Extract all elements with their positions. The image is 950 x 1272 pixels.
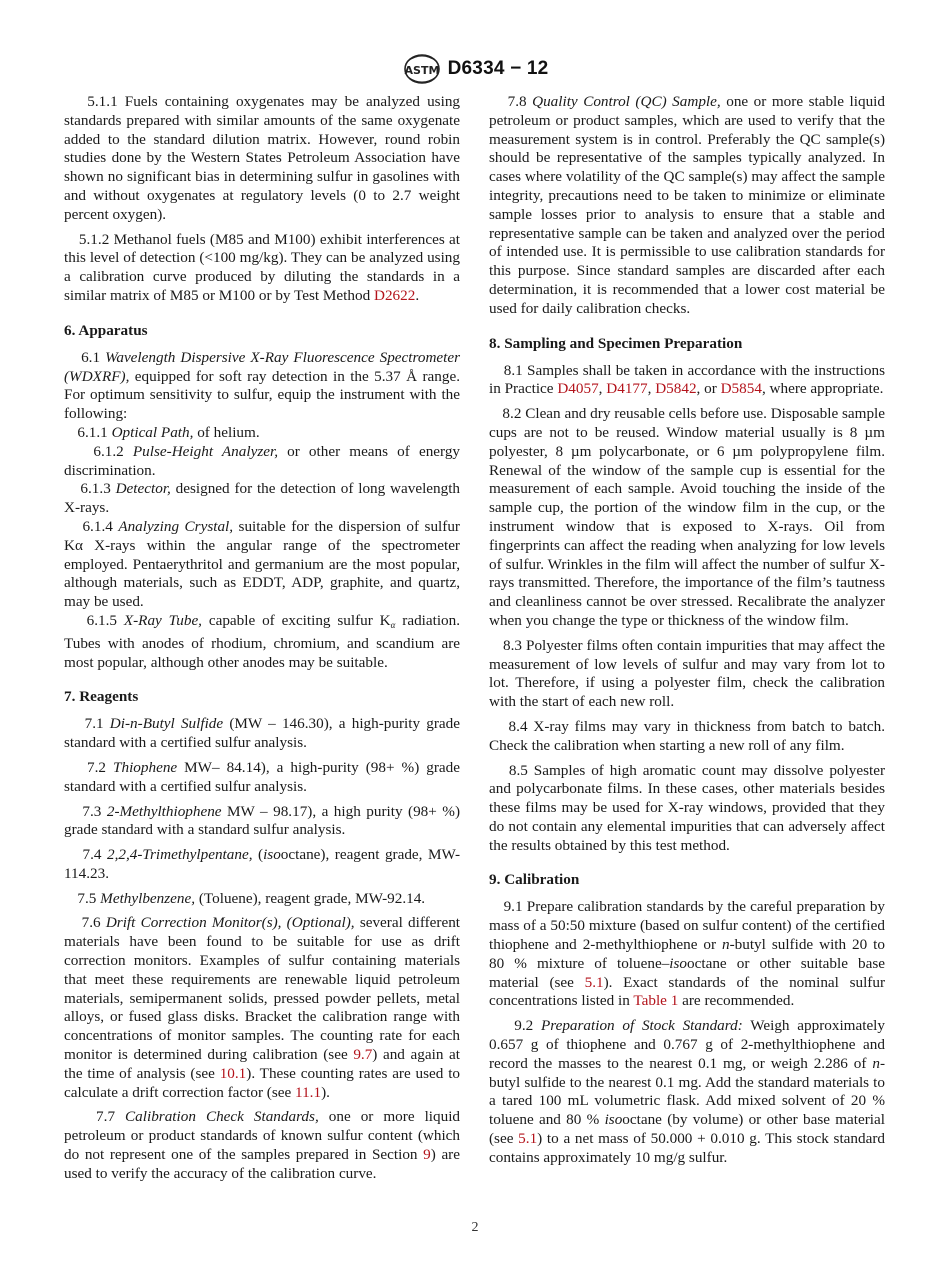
paragraph-6-1: 6.1 Wavelength Dispersive X-Ray Fluorescence Spectrometer (WDXRF), equipped for soft ray detection in the 5.37 Å range. For optimum sensitivity to sulfur, equip the instrument with the following: <box>64 348 461 423</box>
svg-text:ASTM: ASTM <box>404 64 440 77</box>
paragraph-7-6: 7.6 Drift Correction Monitor(s), (Optional), several different materials have been found to be suitable for use as drift correction monitors. Examples of sulfur containing materials that meet these requirements are renewable liquid petroleum materials, semipermanent solids, pressed powder pellets, metal alloys, or fused glass disks. Bracket the calibration range with concentrations of monitor samples. The counting rate for each monitor is determined during calibration (see 9.7) and again at the time of analysis (see 10.1). These counting rates are used to calculate a drift correction factor (see 11.1). <box>64 914 461 1101</box>
link-d4177[interactable]: D4177 <box>606 380 648 398</box>
paragraph-5-1-2: 5.1.2 Methanol fuels (M85 and M100) exhibit interferences at this level of detection (<100 mg/kg). They can be analyzed using a calibration curve produced by diluting the standards in a similar matrix of M85 or M100 or by Test Method D2622. <box>64 230 461 304</box>
link-10-1[interactable]: 10.1 <box>219 1064 247 1082</box>
link-d2622[interactable]: D2622 <box>373 286 416 304</box>
link-5-1[interactable]: 5.1 <box>584 973 604 991</box>
paragraph-6-1-3: 6.1.3 Detector, designed for the detection of long wavelength X-rays. <box>64 480 461 517</box>
paragraph-8-3: 8.3 Polyester films often contain impurities that may affect the measurement of low levels of sulfur and may vary from lot to lot. Therefore, if using a polyester film, check the calibration with the start of each new roll. <box>489 636 886 711</box>
paragraph-6-1-2: 6.1.2 Pulse-Height Analyzer, or other means of energy discrimination. <box>64 442 461 479</box>
link-9-7[interactable]: 9.7 <box>353 1046 373 1064</box>
page-number: 2 <box>471 1220 479 1235</box>
paragraph-8-1: 8.1 Samples shall be taken in accordance with the instructions in Practice D4057, D4177, D5842, or D5854, where appropriate. <box>489 361 886 398</box>
left-column <box>64 93 460 1190</box>
paragraph-7-7: 7.7 Calibration Check Standards, one or more liquid petroleum or product standards of known sulfur content (which do not represent one of the samples prepared in Section 9) are used to verify the accuracy of the calibration curve. <box>64 1108 461 1182</box>
paragraph-9-1: 9.1 Prepare calibration standards by the careful preparation by mass of a 50:50 mixture (based on sulfur content) of the certified thiophene and 2-methylthiophene or n-butyl sulfide with 20 to 80 % mixture of toluene–isooctane or other suitable base material (see 5.1). Exact standards of the nominal sulfur concentrations listed in Table 1 are recommended. <box>489 898 886 1010</box>
paragraph-9-2: 9.2 Preparation of Stock Standard: Weigh approximately 0.657 g of thiophene and 0.767 g of 2-methylthiophene and record the masses to the nearest 0.1 mg, or weigh 2.286 of n-butyl sulfide to the nearest 0.1 mg. Add the standard materials to a tared 100 mL volumetric flask. Add mixed solvent of 20 % toluene and 80 % isooctane (by volume) or other base material (see 5.1) to a net mass of 50.000 + 0.010 g. This stock standard contains approximately 10 mg/g sulfur. <box>489 1017 886 1166</box>
paragraph-6-1-4: 6.1.4 Analyzing Crystal, suitable for the dispersion of sulfur Kα X-rays within the angular range of the spectrometer employed. Pentaerythritol and germanium are the most popular, although materials, such as EDDT, ADP, graphite, and quartz, may be used. <box>64 517 460 611</box>
page-header <box>0 52 950 86</box>
link-d4057[interactable]: D4057 <box>557 380 599 398</box>
paragraph-8-4: 8.4 X-ray films may vary in thickness from batch to batch. Check the calibration when starting a new roll of any film. <box>489 717 886 754</box>
right-column <box>489 93 885 1174</box>
paragraph-7-2: 7.2 Thiophene MW– 84.14), a high-purity (98+ %) grade standard with a certified sulfur analysis. <box>64 758 461 795</box>
paragraph-7-8: 7.8 Quality Control (QC) Sample, one or more stable liquid petroleum or product samples, which are used to verify that the measurement system is in control. Preferably the QC sample(s) should be representative of the samples typically analyzed. In cases where volatility of the QC sample(s) may affect the sample integrity, precautions need to be taken to minimize or eliminate sample losses prior to analysis to ensure that a stable and representative sample can be taken and analyzed over the period of intended use. It is permissible to use calibration standards for this purpose. Since standard samples are discarded after each determination, it is recommended that a lower cost material be used for daily calibration checks. <box>489 93 885 317</box>
astm-logo-icon <box>402 53 442 85</box>
paragraph-6-1-5: 6.1.5 X-Ray Tube, capable of exciting sulfur $K_\alpha$ radiation. Tubes with anodes of rhodium, chromium, and scandium are most popular, although other anodes may be suitable. <box>64 611 461 671</box>
section-heading-sampling: 8. Sampling and Specimen Preparation <box>489 334 743 352</box>
section-heading-reagents: 7. Reagents <box>64 688 139 706</box>
document-id: D6334 − 12 <box>447 58 549 79</box>
link-d5842[interactable]: D5842 <box>655 380 697 398</box>
paragraph-7-4: 7.4 2,2,4-Trimethylpentane, (isooctane), reagent grade, MW-114.23. <box>64 846 461 882</box>
paragraph-8-5: 8.5 Samples of high aromatic count may dissolve polyester and polycarbonate films. In these cases, other materials besides these films may be used for X-ray windows, provided that they do not contain any elemental impurities that can adversely affect the results obtained by this test method. <box>489 761 885 854</box>
section-heading-calibration: 9. Calibration <box>489 871 580 889</box>
paragraph-7-5: 7.5 Methylbenzene, (Toluene), reagent grade, MW-92.14. <box>77 889 426 907</box>
link-section-9[interactable]: 9 <box>423 1146 431 1164</box>
paragraph-5-1-1: 5.1.1 Fuels containing oxygenates may be analyzed using standards prepared with similar amounts of the same oxygenate added to the standard dilution matrix. However, round robin studies done by the Western States Petroleum Association have shown no significant bias in determining sulfur in gasolines with and without oxygenates at regulatory levels (0 to 2.7 weight percent oxygen). <box>64 93 461 223</box>
paragraph-7-1: 7.1 Di-n-Butyl Sulfide (MW – 146.30), a high-purity grade standard with a certified sulfur analysis. <box>64 715 460 752</box>
link-d5854[interactable]: D5854 <box>720 380 762 398</box>
link-11-1[interactable]: 11.1 <box>295 1083 322 1101</box>
paragraph-7-3: 7.3 2-Methylthiophene MW – 98.17), a high purity (98+ %) grade standard with a standard sulfur analysis. <box>64 802 460 839</box>
link-5-1-stock[interactable]: 5.1 <box>518 1130 538 1148</box>
paragraph-8-2: 8.2 Clean and dry reusable cells before use. Disposable sample cups are not to be reused. Window material usually is 8 µm polyester, 8 µm polycarbonate, or 6 µm polypropylene film. Renewal of the window of the sample cup is essential for the measurement of each sample. Avoid touching the inside of the sample cup, the portion of the window film in the cup, or the instrument window that is exposed to X-rays. Oil from fingerprints can affect the reading when analyzing for low levels of sulfur. Wrinkles in the film will affect the number of sulfur X-rays transmitted. Therefore, the importance of the film’s tautness and cleanliness cannot be over stressed. Recalibrate the analyzer when you change the type or thickness of the window film. <box>489 405 886 629</box>
paragraph-6-1-1: 6.1.1 Optical Path, of helium. <box>77 423 260 441</box>
link-table-1[interactable]: Table 1 <box>633 992 679 1010</box>
section-heading-apparatus: 6. Apparatus <box>64 321 148 339</box>
